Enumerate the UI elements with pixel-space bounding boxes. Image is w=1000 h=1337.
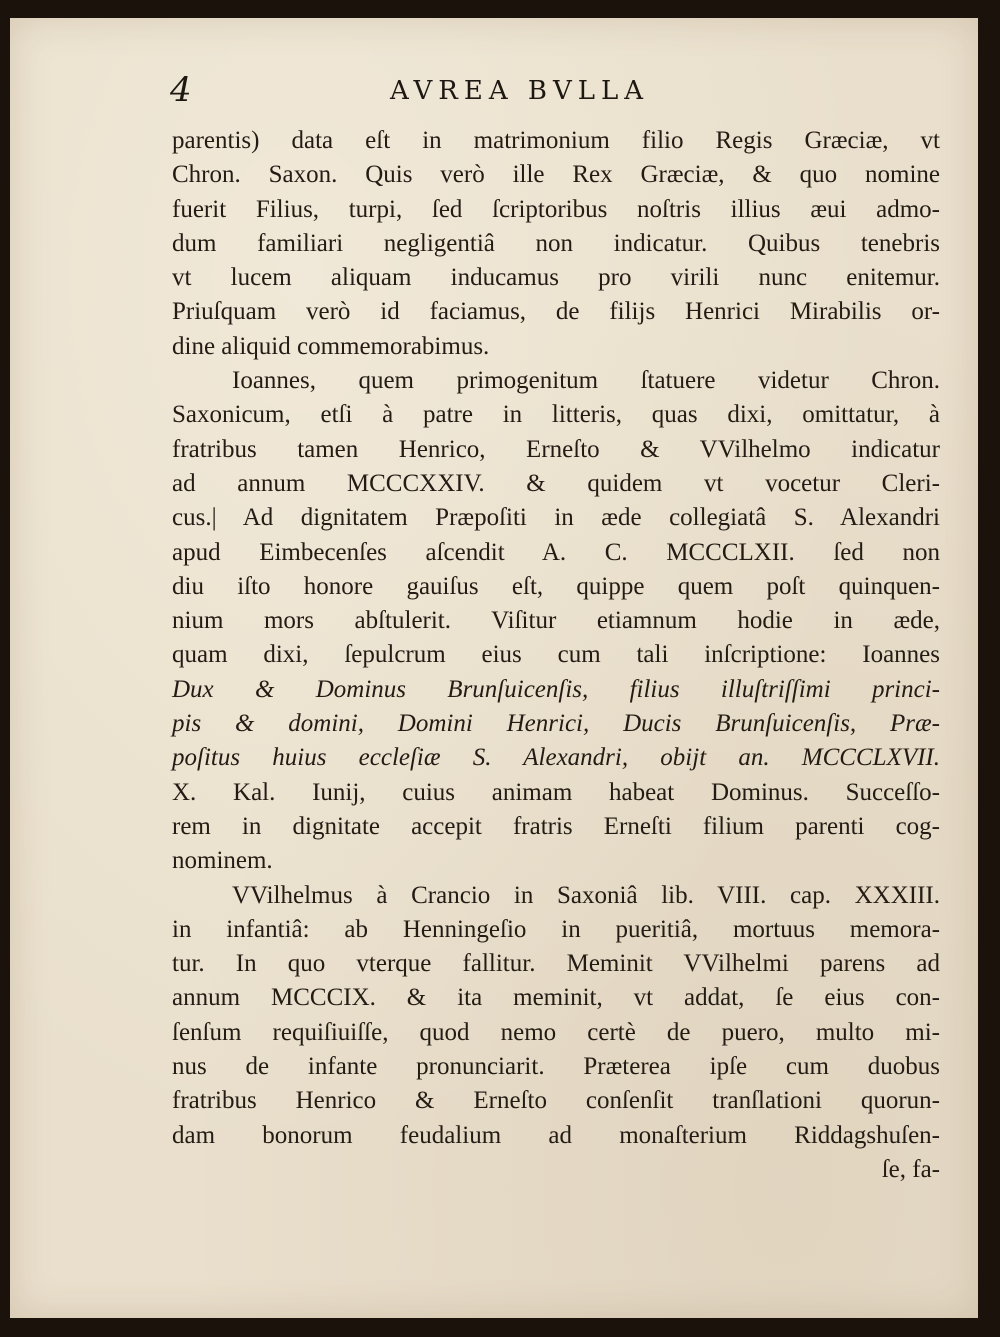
text-line: parentis) data eſt in matrimonium filio Regis Græciæ, vt <box>172 127 940 154</box>
text-line: rem in dignitate accepit fratris Erneſti filium parenti cog- <box>172 812 940 840</box>
text-line: diu iſto honore gauiſus eſt, quippe quem poſt quinquen- <box>172 572 940 600</box>
text-line: poſitus huius eccleſiæ S. Alexandri, obijt an. MCCCLXVII. <box>172 744 940 772</box>
text-line: dine aliquid commemorabimus. <box>172 332 490 360</box>
text-line: ſenſum requiſiuiſſe, quod nemo certè de puero, multo mi- <box>172 1018 940 1046</box>
text-line: Saxonicum, etſi à patre in litteris, quas dixi, omittatur, à <box>172 401 940 429</box>
text-line: tur. In quo vterque fallitur. Meminit VVilhelmi parens ad <box>172 950 940 978</box>
text-line: Dux & Dominus Brunſuicenſis, filius illuſtriſſimi princi- <box>172 675 940 703</box>
page-number: 4 <box>170 70 192 110</box>
text-line: pis & domini, Domini Henrici, Ducis Brunſuicenſis, Præ- <box>172 710 940 738</box>
text-line: fratribus Henrico & Erneſto conſenſit tranſlationi quorun- <box>172 1087 940 1115</box>
text-line: Ioannes, quem primogenitum ſtatuere videtur Chron. <box>232 367 940 395</box>
text-line: Chron. Saxon. Quis verò ille Rex Græciæ, & quo nomine <box>172 161 940 189</box>
running-title: AVREA BVLLA <box>390 76 650 106</box>
book-page <box>10 18 978 1318</box>
text-line: vt lucem aliquam inducamus pro virili nunc enitemur. <box>172 264 940 292</box>
page-header <box>10 70 978 110</box>
text-line: VVilhelmus à Crancio in Saxoniâ lib. VIII. cap. XXXIII. <box>232 881 940 909</box>
text-line: annum MCCCIX. & ita meminit, vt addat, ſe eius con- <box>172 984 940 1012</box>
text-line: nus de infante pronunciarit. Præterea ipſe cum duobus <box>172 1053 940 1081</box>
text-line: fuerit Filius, turpi, ſed ſcriptoribus noſtris illius æui admo- <box>172 195 940 223</box>
text-line: cus.| Ad dignitatem Præpoſiti in æde collegiatâ S. Alexandri <box>172 504 940 532</box>
text-line: dum familiari negligentiâ non indicatur. Quibus tenebris <box>172 229 940 257</box>
text-line: nominem. <box>172 847 273 875</box>
text-line: quam dixi, ſepulcrum eius cum tali inſcriptione: Ioannes <box>172 641 940 669</box>
text-line: X. Kal. Iunij, cuius animam habeat Dominus. Succeſſo- <box>172 778 940 806</box>
text-line: dam bonorum feudalium ad monaſterium Riddagshuſen- <box>172 1121 940 1149</box>
text-line: ad annum MCCCXXIV. & quidem vt vocetur Cleri- <box>172 469 940 497</box>
text-line: Priuſquam verò id faciamus, de filijs Henrici Mirabilis or- <box>172 298 940 326</box>
text-line: nium mors abſtulerit. Viſitur etiamnum hodie in æde, <box>172 607 940 635</box>
text-line: fratribus tamen Henrico, Erneſto & VVilhelmo indicatur <box>172 435 940 463</box>
body-text <box>172 124 940 1187</box>
text-line: in infantiâ: ab Henningeſio in pueritiâ, mortuus memora- <box>172 915 940 943</box>
text-line: ſe, fa- <box>881 1155 940 1183</box>
text-line: apud Eimbecenſes aſcendit A. C. MCCCLXII. ſed non <box>172 538 940 566</box>
